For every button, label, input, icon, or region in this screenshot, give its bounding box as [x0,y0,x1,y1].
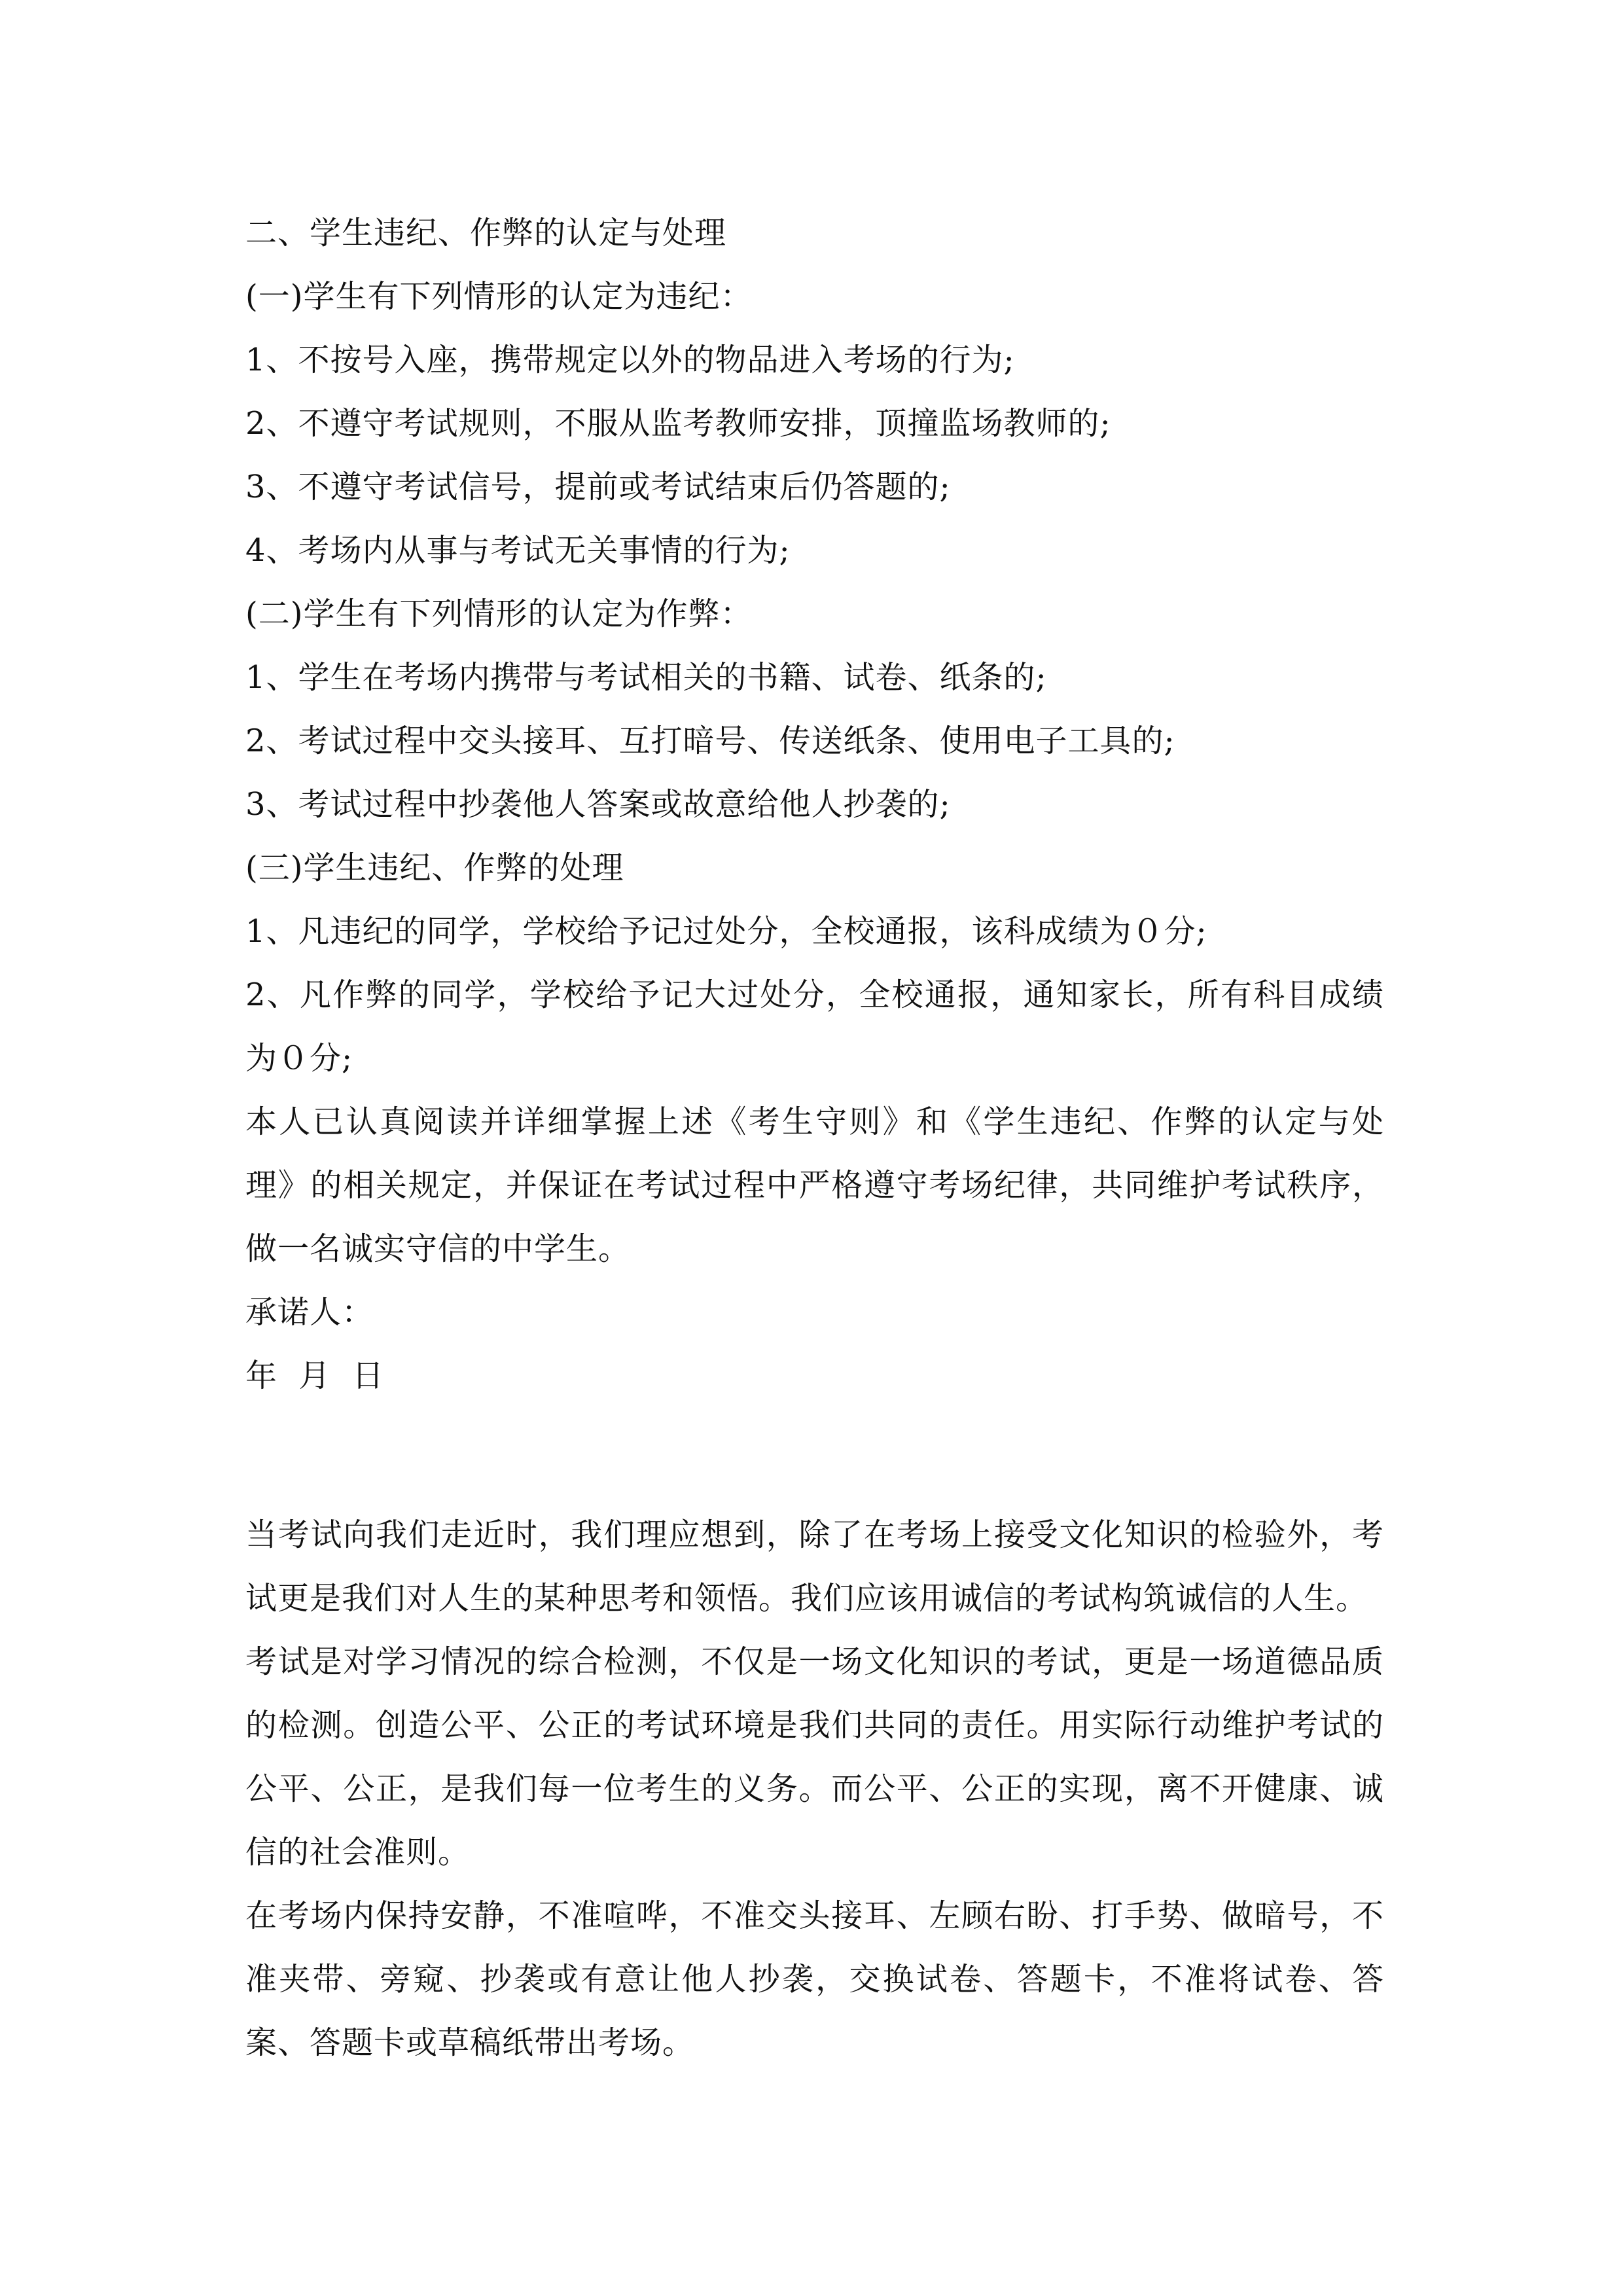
essay-paragraph: 在考场内保持安静，不准喧哗，不准交头接耳、左顾右盼、打手势、做暗号，不准夹带、旁窥、抄袭或有意让他人抄袭，交换试卷、答题卡，不准将试卷、答案、答题卡或草稿纸带出考场。 [245,1897,1384,2061]
handling-item: 1、凡违纪的同学，学校给予记过处分，全校通报，该科成绩为０分; [245,913,1207,950]
violation-item: 3、不遵守考试信号，提前或考试结束后仍答题的; [245,469,951,505]
cheating-item: 2、考试过程中交头接耳、互打暗号、传送纸条、使用电子工具的; [245,723,1175,759]
violation-item: 4、考场内从事与考试无关事情的行为; [245,532,791,569]
violations-heading: (一)学生有下列情形的认定为违纪： [245,278,753,315]
essay-paragraph: 考试是对学习情况的综合检测，不仅是一场文化知识的考试，更是一场道德品质的检测。创造公平、公正的考试环境是我们共同的责任。用实际行动维护考试的公平、公正，是我们每一位考生的义务。而公平、公正的实现，离不开健康、诚信的社会准则。 [245,1643,1384,1871]
document-body [245,202,1384,2075]
section-spacer [245,1408,1384,1503]
pledge-statement: 本人已认真阅读并详细掌握上述《考生守则》和《学生违纪、作弊的认定与处理》的相关规定，并保证在考试过程中严格遵守考场纪律，共同维护考试秩序，做一名诚实守信的中学生。 [245,1103,1384,1267]
violation-item: 2、不遵守考试规则，不服从监考教师安排，顶撞监场教师的; [245,405,1111,442]
cheating-heading: (二)学生有下列情形的认定为作弊： [245,596,753,632]
section-title: 二、学生违纪、作弊的认定与处理 [245,215,727,251]
cheating-item: 1、学生在考场内携带与考试相关的书籍、试卷、纸条的; [245,659,1047,696]
cheating-item: 3、考试过程中抄袭他人答案或故意给他人抄袭的; [245,786,951,823]
handling-item: 2、凡作弊的同学，学校给予记大过处分，全校通报，通知家长，所有科目成绩为０分; [245,977,1384,1077]
signer-label: 承诺人： [245,1294,374,1331]
violation-item: 1、不按号入座，携带规定以外的物品进入考场的行为; [245,342,1015,378]
date-label: 年 月 日 [245,1357,385,1394]
handling-heading: (三)学生违纪、作弊的处理 [245,850,624,886]
essay-paragraph: 当考试向我们走近时，我们理应想到，除了在考场上接受文化知识的检验外，考试更是我们对人生的某种思考和领悟。我们应该用诚信的考试构筑诚信的人生。 [245,1516,1384,1617]
